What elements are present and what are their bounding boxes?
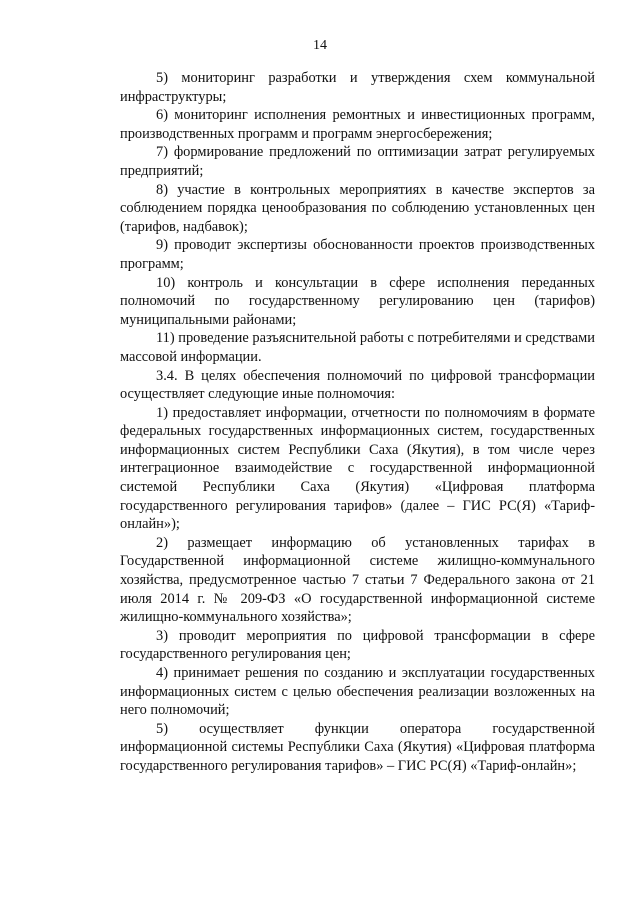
digital-item-4-information-systems: 4) принимает решения по созданию и эксплуатации государственных информационных систем с целью обеспечения реализации возложенных на него полномочий; bbox=[120, 665, 595, 719]
paragraph-item-7-cost-optimization: 7) формирование предложений по оптимизации затрат регулируемых предприятий; bbox=[120, 144, 595, 179]
paragraph-item-6-monitoring-programs: 6) мониторинг исполнения ремонтных и инвестиционных программ, производственных программ и программ энергосбережения; bbox=[120, 107, 595, 142]
paragraph-item-8-control-events: 8) участие в контрольных мероприятиях в качестве экспертов за соблюдением порядка ценообразования по соблюдению установленных цен (тарифов, надбавок); bbox=[120, 181, 595, 235]
digital-item-2-tariff-publishing: 2) размещает информацию об установленных тарифах в Государственной информационной системе жилищно-коммунального хозяйства, предусмотренное частью 7 статьи 7 Федерального закона от 21 июля 2014 г. № 209-ФЗ «О государственной информационной системе жилищно-коммунального хозяйства»; bbox=[120, 534, 595, 626]
digital-item-3-transformation-events: 3) проводит мероприятия по цифровой трансформации в сфере государственного регулирования цен; bbox=[120, 627, 595, 663]
paragraph-item-5-monitoring-schemes: 5) мониторинг разработки и утверждения схем коммунальной инфраструктуры; bbox=[120, 70, 595, 105]
paragraph-item-9-expertise: 9) проводит экспертизы обоснованности проектов производственных программ; bbox=[120, 237, 595, 272]
page-number: 14 bbox=[313, 38, 327, 53]
paragraph-item-11-explanatory-work: 11) проведение разъяснительной работы с потребителями и средствами массовой информации. bbox=[120, 330, 595, 365]
paragraph-item-10-control-consulting: 10) контроль и консультации в сфере исполнения переданных полномочий по государственному регулированию цен (тарифов) муниципальными районами; bbox=[120, 274, 595, 328]
section-3-4-intro: 3.4. В целях обеспечения полномочий по цифровой трансформации осуществляет следующие иные полномочия: bbox=[120, 367, 595, 403]
document-body bbox=[120, 69, 595, 776]
digital-item-5-operator-functions: 5) осуществляет функции оператора государственной информационной системы Республики Саха (Якутия) «Цифровая платформа государственного регулирования тарифов» – ГИС РС(Я) «Тариф-онлайн»; bbox=[120, 720, 595, 774]
digital-item-1-reporting: 1) предоставляет информации, отчетности по полномочиям в формате федеральных государственных информационных систем, государственных информационных систем Республики Саха (Якутия), в том числе через интеграционное взаимодействие с государственной информационной системой Республики Саха (Якутия) «Цифровая платформа государственного регулирования тарифов» (далее – ГИС РС(Я) «Тариф-онлайн»); bbox=[120, 404, 595, 533]
